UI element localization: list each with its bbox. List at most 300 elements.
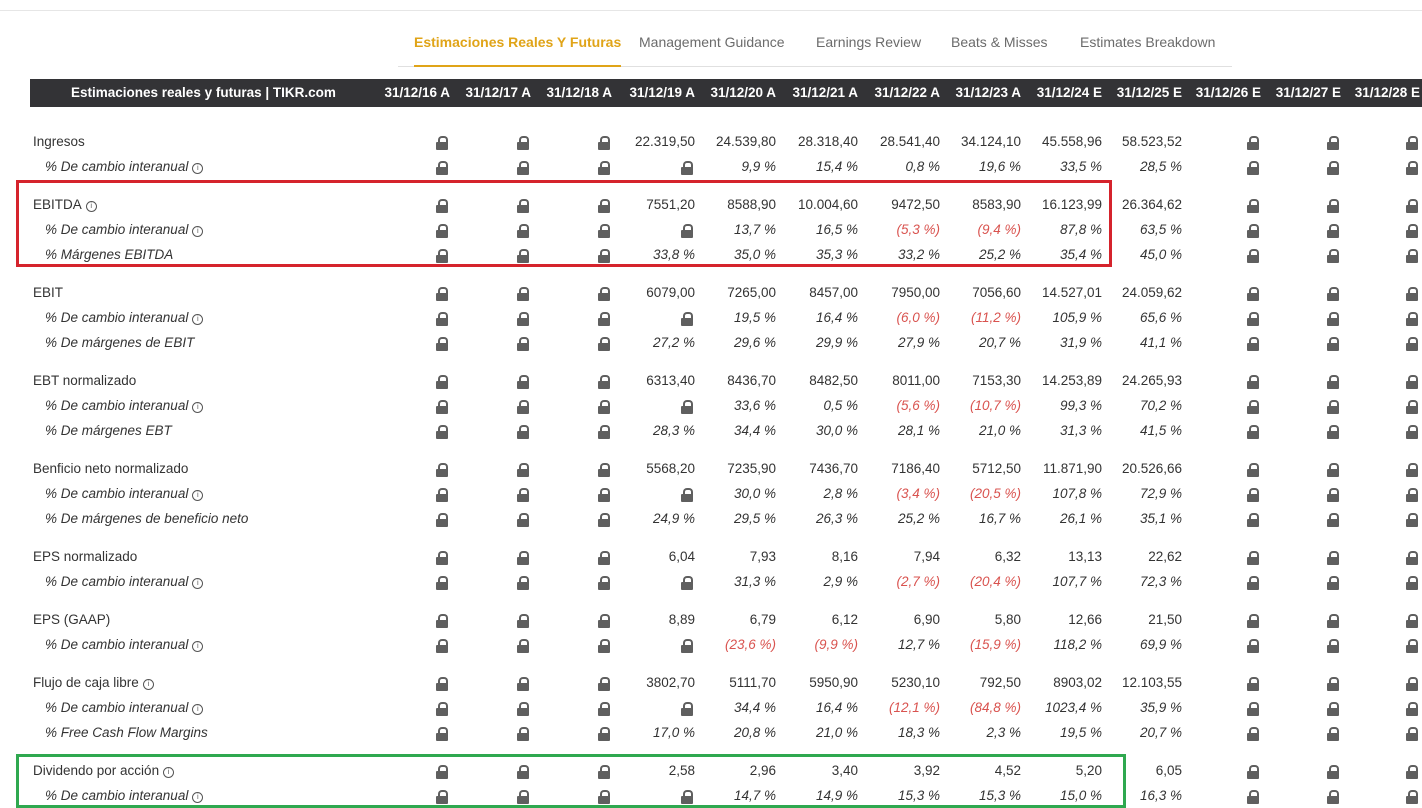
- lock-icon[interactable]: [598, 576, 610, 589]
- row-label-text: % De márgenes de beneficio neto: [45, 511, 249, 526]
- lock-icon[interactable]: [517, 551, 529, 564]
- column-header[interactable]: 31/12/18 A: [546, 85, 612, 100]
- table-title: Estimaciones reales y futuras | TIKR.com: [71, 85, 336, 100]
- lock-icon[interactable]: [1247, 513, 1259, 526]
- row-label: [45, 330, 194, 355]
- table-cell: 65,6 %: [1139, 310, 1182, 325]
- row-label: [45, 695, 203, 720]
- lock-icon[interactable]: [1327, 400, 1339, 413]
- lock-icon[interactable]: [1247, 136, 1259, 149]
- table-cell: 8588,90: [727, 197, 776, 212]
- column-header[interactable]: 31/12/28 E: [1354, 85, 1420, 100]
- table-cell: 3,92: [913, 763, 940, 778]
- lock-icon[interactable]: [1327, 312, 1339, 325]
- lock-icon[interactable]: [517, 765, 529, 778]
- lock-icon[interactable]: [1406, 727, 1418, 740]
- lock-icon[interactable]: [598, 727, 610, 740]
- table-cell: 12,7 %: [897, 637, 940, 652]
- lock-icon[interactable]: [1406, 136, 1418, 149]
- row-label-text: % De cambio interanual: [45, 222, 189, 237]
- lock-icon[interactable]: [598, 488, 610, 501]
- lock-icon[interactable]: [517, 337, 529, 350]
- lock-icon[interactable]: [436, 337, 448, 350]
- info-icon[interactable]: i: [143, 679, 154, 690]
- table-cell: 7056,60: [972, 285, 1021, 300]
- table-row: [0, 242, 1422, 267]
- lock-icon[interactable]: [1247, 677, 1259, 690]
- table-cell: 2,58: [668, 763, 695, 778]
- table-cell: 22.319,50: [634, 134, 695, 149]
- table-cell: 31,3 %: [733, 574, 776, 589]
- lock-icon[interactable]: [681, 576, 693, 589]
- info-icon[interactable]: i: [192, 163, 203, 174]
- table-cell: 10.004,60: [797, 197, 858, 212]
- lock-icon[interactable]: [1247, 161, 1259, 174]
- info-icon[interactable]: i: [192, 578, 203, 589]
- row-label: [33, 192, 97, 217]
- lock-icon[interactable]: [598, 249, 610, 262]
- info-icon[interactable]: i: [192, 704, 203, 715]
- row-label: [45, 217, 203, 242]
- table-cell: 6,04: [668, 549, 695, 564]
- table-cell: (9,9 %): [814, 637, 858, 652]
- lock-icon[interactable]: [1327, 375, 1339, 388]
- lock-icon[interactable]: [517, 400, 529, 413]
- lock-icon[interactable]: [436, 400, 448, 413]
- lock-icon[interactable]: [1327, 639, 1339, 652]
- lock-icon[interactable]: [1247, 790, 1259, 803]
- lock-icon[interactable]: [1247, 287, 1259, 300]
- lock-icon[interactable]: [1327, 551, 1339, 564]
- lock-icon[interactable]: [1247, 488, 1259, 501]
- lock-icon[interactable]: [1247, 224, 1259, 237]
- lock-icon[interactable]: [436, 249, 448, 262]
- lock-icon[interactable]: [436, 488, 448, 501]
- lock-icon[interactable]: [598, 337, 610, 350]
- lock-icon[interactable]: [436, 727, 448, 740]
- lock-icon[interactable]: [1327, 249, 1339, 262]
- tab-beats-misses[interactable]: Beats & Misses: [951, 34, 1048, 50]
- table-row: [0, 330, 1422, 355]
- lock-icon[interactable]: [517, 287, 529, 300]
- info-icon[interactable]: i: [192, 314, 203, 325]
- lock-icon[interactable]: [436, 765, 448, 778]
- table-cell: (10,7 %): [969, 398, 1021, 413]
- lock-icon[interactable]: [598, 287, 610, 300]
- lock-icon[interactable]: [436, 614, 448, 627]
- lock-icon[interactable]: [1406, 790, 1418, 803]
- lock-icon[interactable]: [598, 224, 610, 237]
- tab-management-guidance[interactable]: Management Guidance: [639, 34, 785, 50]
- lock-icon[interactable]: [1406, 513, 1418, 526]
- table-cell: 16.123,99: [1041, 197, 1102, 212]
- table-cell: (20,4 %): [969, 574, 1021, 589]
- lock-icon[interactable]: [517, 677, 529, 690]
- lock-icon[interactable]: [1406, 551, 1418, 564]
- table-cell: 107,8 %: [1052, 486, 1102, 501]
- info-icon[interactable]: i: [163, 767, 174, 778]
- table-row: [0, 368, 1422, 393]
- table-cell: 0,8 %: [905, 159, 940, 174]
- row-label-text: Ingresos: [33, 134, 85, 149]
- lock-icon[interactable]: [681, 224, 693, 237]
- column-header[interactable]: 31/12/20 A: [710, 85, 776, 100]
- table-cell: 35,3 %: [815, 247, 858, 262]
- lock-icon[interactable]: [517, 312, 529, 325]
- row-label-text: % De cambio interanual: [45, 159, 189, 174]
- lock-icon[interactable]: [1327, 337, 1339, 350]
- lock-icon[interactable]: [598, 136, 610, 149]
- lock-icon[interactable]: [517, 199, 529, 212]
- lock-icon[interactable]: [1406, 287, 1418, 300]
- row-label: [45, 632, 203, 657]
- lock-icon[interactable]: [436, 287, 448, 300]
- lock-icon[interactable]: [598, 513, 610, 526]
- lock-icon[interactable]: [436, 576, 448, 589]
- row-label: [33, 544, 137, 569]
- lock-icon[interactable]: [1247, 463, 1259, 476]
- lock-icon[interactable]: [517, 136, 529, 149]
- lock-icon[interactable]: [436, 425, 448, 438]
- table-cell: 24.265,93: [1121, 373, 1182, 388]
- table-cell: 6313,40: [646, 373, 695, 388]
- lock-icon[interactable]: [1247, 312, 1259, 325]
- lock-icon[interactable]: [598, 551, 610, 564]
- table-cell: 41,1 %: [1139, 335, 1182, 350]
- table-header: [30, 79, 1422, 107]
- table-cell: 30,0 %: [733, 486, 776, 501]
- lock-icon[interactable]: [517, 488, 529, 501]
- lock-icon[interactable]: [517, 614, 529, 627]
- table-cell: 35,4 %: [1059, 247, 1102, 262]
- table-row: [0, 783, 1422, 808]
- lock-icon[interactable]: [1406, 400, 1418, 413]
- tab-estimaciones-reales[interactable]: Estimaciones Reales Y Futuras: [414, 23, 621, 67]
- lock-icon[interactable]: [598, 639, 610, 652]
- lock-icon[interactable]: [517, 463, 529, 476]
- row-label: [45, 481, 203, 506]
- table-cell: 5230,10: [891, 675, 940, 690]
- row-label-text: % De cambio interanual: [45, 310, 189, 325]
- lock-icon[interactable]: [1406, 639, 1418, 652]
- table-cell: 22,62: [1148, 549, 1182, 564]
- row-label-text: % De cambio interanual: [45, 788, 189, 803]
- lock-icon[interactable]: [1406, 677, 1418, 690]
- lock-icon[interactable]: [1406, 614, 1418, 627]
- column-header[interactable]: 31/12/16 A: [384, 85, 450, 100]
- table-cell: 24.539,80: [715, 134, 776, 149]
- row-label-text: EBITDA: [33, 197, 82, 212]
- column-header[interactable]: 31/12/19 A: [629, 85, 695, 100]
- table-cell: 26,3 %: [815, 511, 858, 526]
- table-cell: 45,0 %: [1139, 247, 1182, 262]
- lock-icon[interactable]: [598, 765, 610, 778]
- lock-icon[interactable]: [517, 161, 529, 174]
- table-cell: 16,3 %: [1139, 788, 1182, 803]
- table-cell: 5568,20: [646, 461, 695, 476]
- column-header[interactable]: 31/12/25 E: [1116, 85, 1182, 100]
- table-cell: 21,50: [1148, 612, 1182, 627]
- lock-icon[interactable]: [598, 463, 610, 476]
- lock-icon[interactable]: [598, 312, 610, 325]
- table-cell: 2,96: [749, 763, 776, 778]
- column-header[interactable]: 31/12/17 A: [465, 85, 531, 100]
- table-cell: 16,4 %: [815, 310, 858, 325]
- table-cell: 28,1 %: [897, 423, 940, 438]
- lock-icon[interactable]: [598, 375, 610, 388]
- table-cell: 6,05: [1155, 763, 1182, 778]
- lock-icon[interactable]: [436, 136, 448, 149]
- lock-icon[interactable]: [1406, 337, 1418, 350]
- table-cell: (84,8 %): [969, 700, 1021, 715]
- table-cell: 2,9 %: [823, 574, 858, 589]
- lock-icon[interactable]: [1327, 702, 1339, 715]
- table-cell: 5,20: [1075, 763, 1102, 778]
- table-cell: 9472,50: [891, 197, 940, 212]
- lock-icon[interactable]: [1327, 488, 1339, 501]
- info-icon[interactable]: i: [86, 201, 97, 212]
- column-header[interactable]: 31/12/26 E: [1195, 85, 1261, 100]
- tab-estimates-breakdown[interactable]: Estimates Breakdown: [1080, 34, 1216, 50]
- table-row: [0, 154, 1422, 179]
- table-cell: 7551,20: [646, 197, 695, 212]
- info-icon[interactable]: i: [192, 402, 203, 413]
- info-icon[interactable]: i: [192, 792, 203, 803]
- row-label: [33, 758, 174, 783]
- table-cell: 18,3 %: [897, 725, 940, 740]
- lock-icon[interactable]: [681, 702, 693, 715]
- lock-icon[interactable]: [1327, 224, 1339, 237]
- tab-bar: [398, 23, 1232, 67]
- lock-icon[interactable]: [517, 224, 529, 237]
- lock-icon[interactable]: [1327, 199, 1339, 212]
- table-row: [0, 481, 1422, 506]
- lock-icon[interactable]: [1327, 727, 1339, 740]
- tab-earnings-review[interactable]: Earnings Review: [816, 34, 922, 50]
- row-label-text: EBT normalizado: [33, 373, 137, 388]
- table-cell: 0,5 %: [823, 398, 858, 413]
- lock-icon[interactable]: [517, 425, 529, 438]
- lock-icon[interactable]: [436, 463, 448, 476]
- lock-icon[interactable]: [598, 790, 610, 803]
- info-icon[interactable]: i: [192, 226, 203, 237]
- lock-icon[interactable]: [1327, 161, 1339, 174]
- lock-icon[interactable]: [1247, 727, 1259, 740]
- table-row: [0, 192, 1422, 217]
- table-cell: 45.558,96: [1041, 134, 1102, 149]
- lock-icon[interactable]: [1327, 765, 1339, 778]
- table-row: [0, 456, 1422, 481]
- lock-icon[interactable]: [517, 790, 529, 803]
- table-cell: 2,3 %: [986, 725, 1021, 740]
- lock-icon[interactable]: [1406, 224, 1418, 237]
- row-label: [33, 607, 110, 632]
- lock-icon[interactable]: [1327, 677, 1339, 690]
- table-cell: 107,7 %: [1052, 574, 1102, 589]
- table-cell: 2,8 %: [823, 486, 858, 501]
- table-row: [0, 506, 1422, 531]
- table-cell: 70,2 %: [1139, 398, 1182, 413]
- lock-icon[interactable]: [517, 727, 529, 740]
- lock-icon[interactable]: [436, 513, 448, 526]
- lock-icon[interactable]: [1247, 400, 1259, 413]
- table-cell: 29,5 %: [733, 511, 776, 526]
- table-row: [0, 217, 1422, 242]
- table-cell: 34.124,10: [960, 134, 1021, 149]
- lock-icon[interactable]: [436, 224, 448, 237]
- lock-icon[interactable]: [598, 400, 610, 413]
- row-label: [45, 506, 248, 531]
- column-header[interactable]: 31/12/24 E: [1036, 85, 1102, 100]
- table-cell: 7,93: [749, 549, 776, 564]
- lock-icon[interactable]: [1406, 375, 1418, 388]
- table-cell: 3,40: [831, 763, 858, 778]
- table-cell: (6,0 %): [896, 310, 940, 325]
- lock-icon[interactable]: [1327, 790, 1339, 803]
- lock-icon[interactable]: [1327, 513, 1339, 526]
- lock-icon[interactable]: [1247, 576, 1259, 589]
- lock-icon[interactable]: [517, 702, 529, 715]
- lock-icon[interactable]: [681, 639, 693, 652]
- lock-icon[interactable]: [598, 677, 610, 690]
- lock-icon[interactable]: [1247, 551, 1259, 564]
- table-cell: 28.318,40: [797, 134, 858, 149]
- row-label: [33, 670, 154, 695]
- lock-icon[interactable]: [1247, 425, 1259, 438]
- lock-icon[interactable]: [436, 677, 448, 690]
- lock-icon[interactable]: [436, 790, 448, 803]
- table-cell: 5111,70: [729, 675, 776, 690]
- lock-icon[interactable]: [598, 161, 610, 174]
- lock-icon[interactable]: [1406, 576, 1418, 589]
- table-cell: 8,89: [668, 612, 695, 627]
- lock-icon[interactable]: [598, 614, 610, 627]
- lock-icon[interactable]: [436, 161, 448, 174]
- lock-icon[interactable]: [1247, 702, 1259, 715]
- lock-icon[interactable]: [1406, 249, 1418, 262]
- lock-icon[interactable]: [436, 312, 448, 325]
- lock-icon[interactable]: [1327, 425, 1339, 438]
- table-row: [0, 544, 1422, 569]
- table-cell: (11,2 %): [970, 310, 1021, 325]
- table-cell: 33,5 %: [1059, 159, 1102, 174]
- table-cell: 8,16: [831, 549, 858, 564]
- table-cell: (2,7 %): [896, 574, 940, 589]
- table-row: [0, 632, 1422, 657]
- lock-icon[interactable]: [1327, 287, 1339, 300]
- lock-icon[interactable]: [1247, 765, 1259, 778]
- lock-icon[interactable]: [1406, 702, 1418, 715]
- lock-icon[interactable]: [436, 639, 448, 652]
- lock-icon[interactable]: [517, 639, 529, 652]
- table-cell: 27,2 %: [652, 335, 695, 350]
- table-cell: 63,5 %: [1139, 222, 1182, 237]
- lock-icon[interactable]: [1406, 488, 1418, 501]
- table-cell: 27,9 %: [897, 335, 940, 350]
- lock-icon[interactable]: [681, 790, 693, 803]
- top-divider: [0, 10, 1422, 11]
- column-header[interactable]: 31/12/23 A: [955, 85, 1021, 100]
- lock-icon[interactable]: [1406, 463, 1418, 476]
- lock-icon[interactable]: [517, 249, 529, 262]
- lock-icon[interactable]: [1247, 614, 1259, 627]
- table-cell: 3802,70: [646, 675, 695, 690]
- table-cell: 5,80: [994, 612, 1021, 627]
- table-cell: 792,50: [979, 675, 1021, 690]
- table-cell: 6,90: [913, 612, 940, 627]
- lock-icon[interactable]: [681, 312, 693, 325]
- table-cell: 8482,50: [809, 373, 858, 388]
- lock-icon[interactable]: [1406, 312, 1418, 325]
- lock-icon[interactable]: [1406, 425, 1418, 438]
- lock-icon[interactable]: [1247, 249, 1259, 262]
- lock-icon[interactable]: [1247, 337, 1259, 350]
- row-label-text: % Márgenes EBITDA: [45, 247, 174, 262]
- info-icon[interactable]: i: [192, 641, 203, 652]
- table-row: [0, 569, 1422, 594]
- table-cell: 35,0 %: [733, 247, 776, 262]
- lock-icon[interactable]: [436, 375, 448, 388]
- table-cell: 8436,70: [727, 373, 776, 388]
- table-cell: 11.871,90: [1042, 461, 1102, 476]
- info-icon[interactable]: i: [192, 490, 203, 501]
- lock-icon[interactable]: [1247, 375, 1259, 388]
- lock-icon[interactable]: [517, 375, 529, 388]
- lock-icon[interactable]: [1247, 199, 1259, 212]
- lock-icon[interactable]: [1327, 576, 1339, 589]
- table-cell: 69,9 %: [1139, 637, 1182, 652]
- table-row: [0, 758, 1422, 783]
- lock-icon[interactable]: [1247, 639, 1259, 652]
- table-cell: 72,9 %: [1139, 486, 1182, 501]
- table-cell: 15,4 %: [815, 159, 858, 174]
- lock-icon[interactable]: [1327, 614, 1339, 627]
- row-label: [33, 129, 85, 154]
- lock-icon[interactable]: [681, 161, 693, 174]
- column-header[interactable]: 31/12/22 A: [874, 85, 940, 100]
- lock-icon[interactable]: [1327, 463, 1339, 476]
- lock-icon[interactable]: [436, 702, 448, 715]
- row-label-text: % De márgenes de EBIT: [45, 335, 195, 350]
- lock-icon[interactable]: [1406, 199, 1418, 212]
- lock-icon[interactable]: [598, 199, 610, 212]
- lock-icon[interactable]: [598, 702, 610, 715]
- column-header[interactable]: 31/12/27 E: [1275, 85, 1341, 100]
- table-cell: 33,2 %: [897, 247, 940, 262]
- lock-icon[interactable]: [1406, 161, 1418, 174]
- lock-icon[interactable]: [436, 551, 448, 564]
- row-label-text: Dividendo por acción: [33, 763, 160, 778]
- table-cell: 28,3 %: [652, 423, 695, 438]
- table-row: [0, 720, 1422, 745]
- table-cell: 34,4 %: [733, 423, 776, 438]
- lock-icon[interactable]: [1327, 136, 1339, 149]
- table-cell: 6,32: [994, 549, 1021, 564]
- column-header[interactable]: 31/12/21 A: [792, 85, 858, 100]
- lock-icon[interactable]: [1406, 765, 1418, 778]
- table-cell: (23,6 %): [724, 637, 776, 652]
- table-cell: 14.253,89: [1041, 373, 1102, 388]
- lock-icon[interactable]: [681, 488, 693, 501]
- table-cell: 29,6 %: [733, 335, 776, 350]
- table-cell: (3,4 %): [896, 486, 940, 501]
- lock-icon[interactable]: [598, 425, 610, 438]
- lock-icon[interactable]: [681, 400, 693, 413]
- lock-icon[interactable]: [517, 513, 529, 526]
- table-cell: 5950,90: [809, 675, 858, 690]
- lock-icon[interactable]: [436, 199, 448, 212]
- lock-icon[interactable]: [517, 576, 529, 589]
